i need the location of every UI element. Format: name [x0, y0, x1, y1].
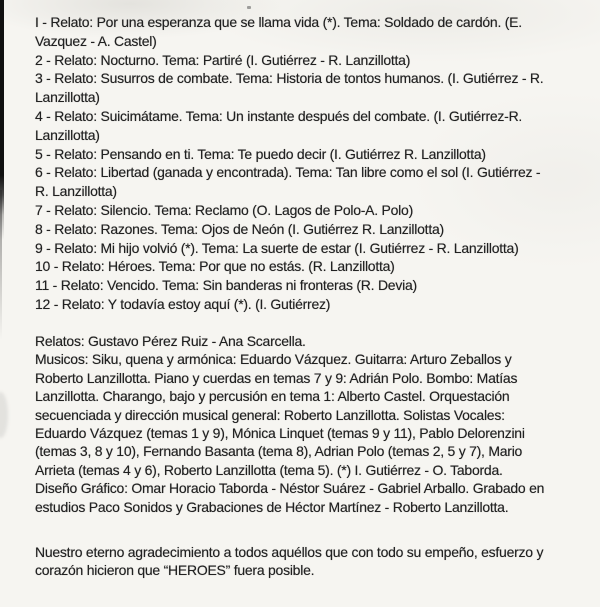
text-line: Diseño Gráfico: Omar Horacio Taborda - Néstor Suárez - Gabriel Arballo. Grabado en	[35, 480, 545, 497]
text-line: secuenciada y dirección musical general: Roberto Lanzillotta. Solistas Vocales:	[35, 406, 505, 423]
text-line: 9 - Relato: Mi hijo volvió (*). Tema: La suerte de estar (I. Gutiérrez - R. Lanzillotta)	[35, 239, 519, 256]
text-line: I - Relato: Por una esperanza que se llama vida (*). Tema: Soldado de cardón. (E.	[35, 14, 522, 30]
text-line: Lanzillotta. Charango, bajo y percusión en tema 1: Alberto Castel. Orquestación	[35, 388, 510, 405]
text-line: 6 - Relato: Libertad (ganada y encontrada). Tema: Tan libre como el sol (I. Gutiérrez -	[35, 164, 541, 181]
text-line: 5 - Relato: Pensando en ti. Tema: Te puedo decir (I. Gutiérrez R. Lanzillotta)	[35, 145, 486, 162]
text-line: 10 - Relato: Héroes. Tema: Por que no estás. (R. Lanzillotta)	[35, 258, 395, 275]
text-line: 12 - Relato: Y todavía estoy aquí (*). (I. Gutiérrez)	[35, 295, 331, 312]
scan-edge-artifact-fade	[0, 190, 2, 340]
text-line: R. Lanzillotta)	[35, 183, 117, 200]
text-line: 8 - Relato: Razones. Tema: Ojos de Neón (I. Gutiérrez R. Lanzillotta)	[35, 220, 444, 237]
text-line: Nuestro eterno agradecimiento a todos aquéllos que con todo su empeño, esfuerzo y	[35, 544, 544, 560]
text-line: Lanzillotta)	[35, 89, 100, 106]
credits-paragraph	[35, 332, 587, 516]
text-line: Vazquez - A. Castel)	[35, 32, 157, 49]
text-line: Arrieta (temas 4 y 6), Roberto Lanzillotta (tema 5). (*) I. Gutiérrez - O. Taborda.	[35, 461, 503, 478]
text-line: 2 - Relato: Nocturno. Tema: Partiré (I. Gutiérrez - R. Lanzillotta)	[35, 51, 411, 68]
text-line: Roberto Lanzillotta. Piano y cuerdas en temas 7 y 9: Adrián Polo. Bombo: Matías	[35, 369, 518, 386]
text-line: Eduardo Vázquez (temas 1 y 9), Mónica Linquet (temas 9 y 11), Pablo Delorenzini	[35, 425, 525, 442]
text-line: estudios Paco Sonidos y Grabaciones de Héctor Martínez - Roberto Lanzillotta.	[35, 498, 509, 515]
text-line: 7 - Relato: Silencio. Tema: Reclamo (O. Lagos de Polo-A. Polo)	[35, 201, 413, 218]
text-line: 4 - Relato: Suicimátame. Tema: Un instante después del combate. (I. Gutiérrez-R.	[35, 107, 523, 124]
scan-speck	[247, 6, 251, 9]
scan-smudge	[0, 392, 8, 438]
text-line: Lanzillotta)	[35, 126, 100, 143]
text-line: Relatos: Gustavo Pérez Ruiz - Ana Scarcella.	[35, 333, 306, 349]
text-line: corazón hicieron que “HEROES” fuera posible.	[35, 562, 315, 578]
track-list	[35, 13, 587, 314]
text-line: 11 - Relato: Vencido. Tema: Sin banderas ni fronteras (R. Devia)	[35, 277, 417, 294]
text-line: Musicos: Siku, quena y armónica: Eduardo Vázquez. Guitarra: Arturo Zeballos y	[35, 351, 512, 368]
text-line: (temas 3, 8 y 10), Fernando Basanta (tema 8), Adrian Polo (temas 2, 5 y 7), Mario	[35, 443, 523, 460]
text-line: 3 - Relato: Susurros de combate. Tema: Historia de tontos humanos. (I. Gutiérrez - R.	[35, 70, 544, 87]
acknowledgement-paragraph	[35, 543, 587, 579]
